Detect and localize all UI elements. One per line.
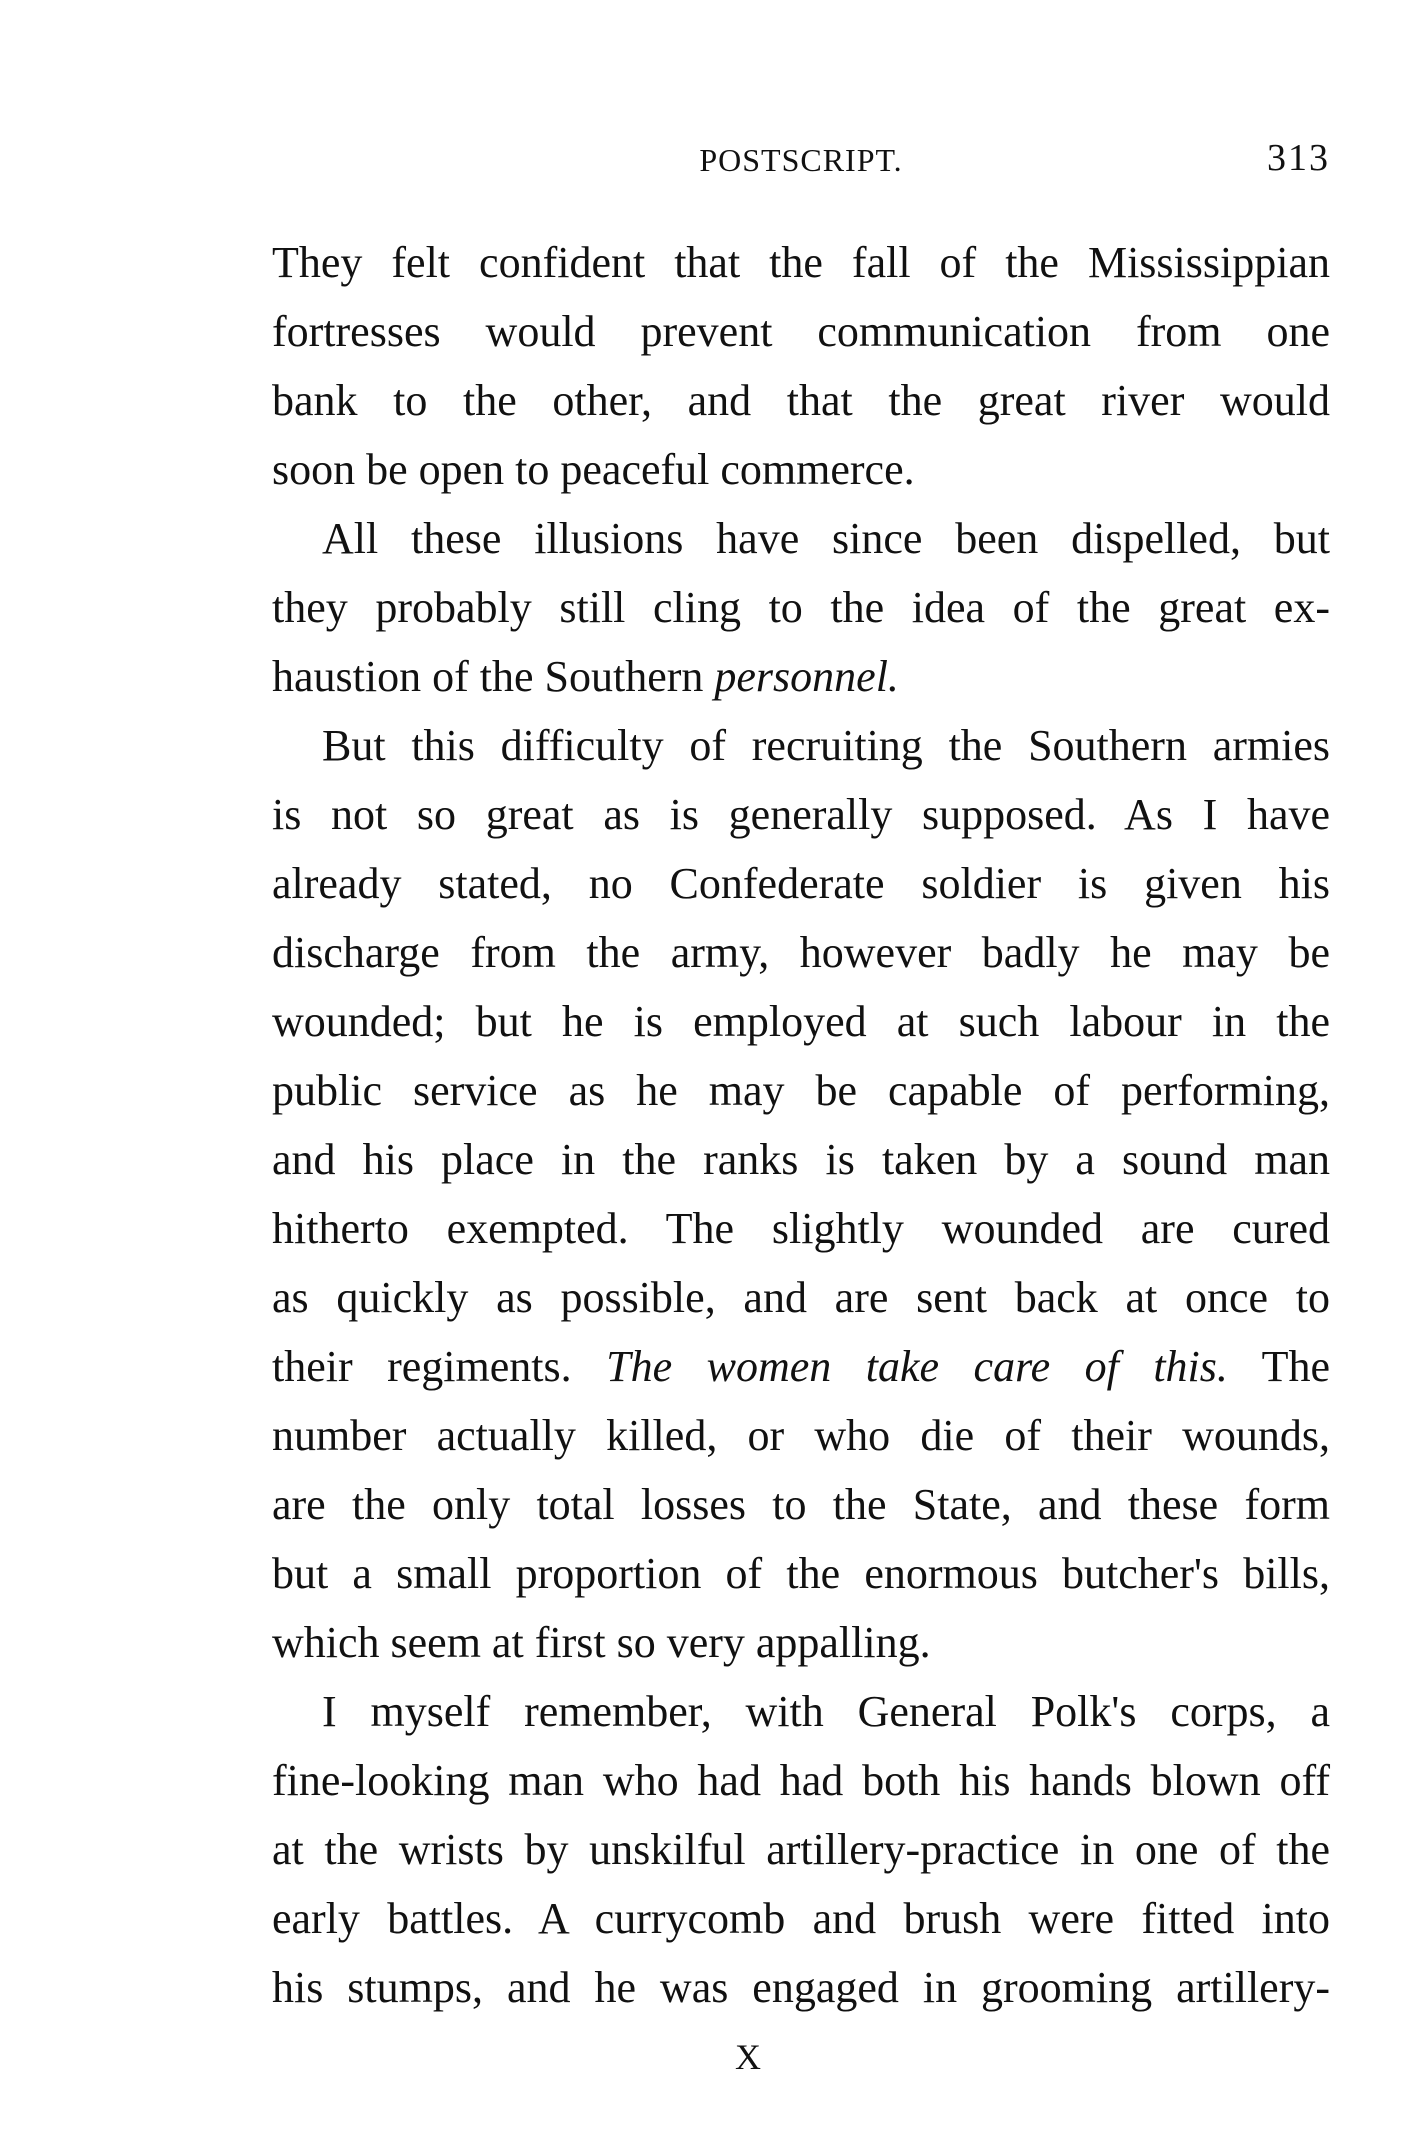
text-line: soon be open to peaceful commerce.	[272, 445, 915, 494]
text-line: as quickly as possible, and are sent back at once to	[272, 1273, 1330, 1322]
body-text	[272, 228, 1330, 2022]
text-line: All these illusions have since been dispelled, but	[322, 514, 1330, 563]
text-line: at the wrists by unskilful artillery-practice in one of the	[272, 1825, 1330, 1874]
text-line: fortresses would prevent communication from one	[272, 307, 1330, 356]
signature-mark: X	[735, 2037, 761, 2077]
text-line-mixed	[272, 1332, 1330, 1401]
page-header	[272, 132, 1330, 192]
text-line: early battles. A currycomb and brush were fitted into	[272, 1894, 1330, 1943]
text-line: but a small proportion of the enormous butcher's bills,	[272, 1549, 1330, 1598]
text-line: which seem at first so very appalling.	[272, 1618, 931, 1667]
text-line: number actually killed, or who die of their wounds,	[272, 1411, 1330, 1460]
text-line: They felt confident that the fall of the Mississippian	[272, 238, 1330, 287]
italic-run: The women take care of this.	[606, 1342, 1228, 1391]
text-run: The	[1261, 1342, 1331, 1391]
text-run: their regiments.	[272, 1342, 572, 1391]
text-line: bank to the other, and that the great river would	[272, 376, 1330, 425]
text-line-mixed	[272, 642, 1330, 711]
text-line: hitherto exempted. The slightly wounded are cured	[272, 1204, 1330, 1253]
italic-run: personnel.	[714, 652, 899, 701]
text-line: But this difficulty of recruiting the Southern armies	[322, 721, 1330, 770]
text-line: they probably still cling to the idea of the great ex-	[272, 583, 1330, 632]
text-line: wounded; but he is employed at such labour in the	[272, 997, 1330, 1046]
text-line: public service as he may be capable of performing,	[272, 1066, 1330, 1115]
text-line: his stumps, and he was engaged in grooming artillery-	[272, 1963, 1330, 2012]
text-line: and his place in the ranks is taken by a sound man	[272, 1135, 1330, 1184]
text-line: are the only total losses to the State, and these form	[272, 1480, 1330, 1529]
text-line: already stated, no Confederate soldier is given his	[272, 859, 1330, 908]
running-head: POSTSCRIPT.	[699, 142, 903, 178]
text-run: haustion of the Southern	[272, 652, 704, 701]
text-line: discharge from the army, however badly he may be	[272, 928, 1330, 977]
page-number: 313	[1267, 137, 1330, 179]
text-line: is not so great as is generally supposed. As I have	[272, 790, 1330, 839]
text-line: fine-looking man who had had both his hands blown off	[272, 1756, 1330, 1805]
text-line: I myself remember, with General Polk's corps, a	[322, 1687, 1330, 1736]
